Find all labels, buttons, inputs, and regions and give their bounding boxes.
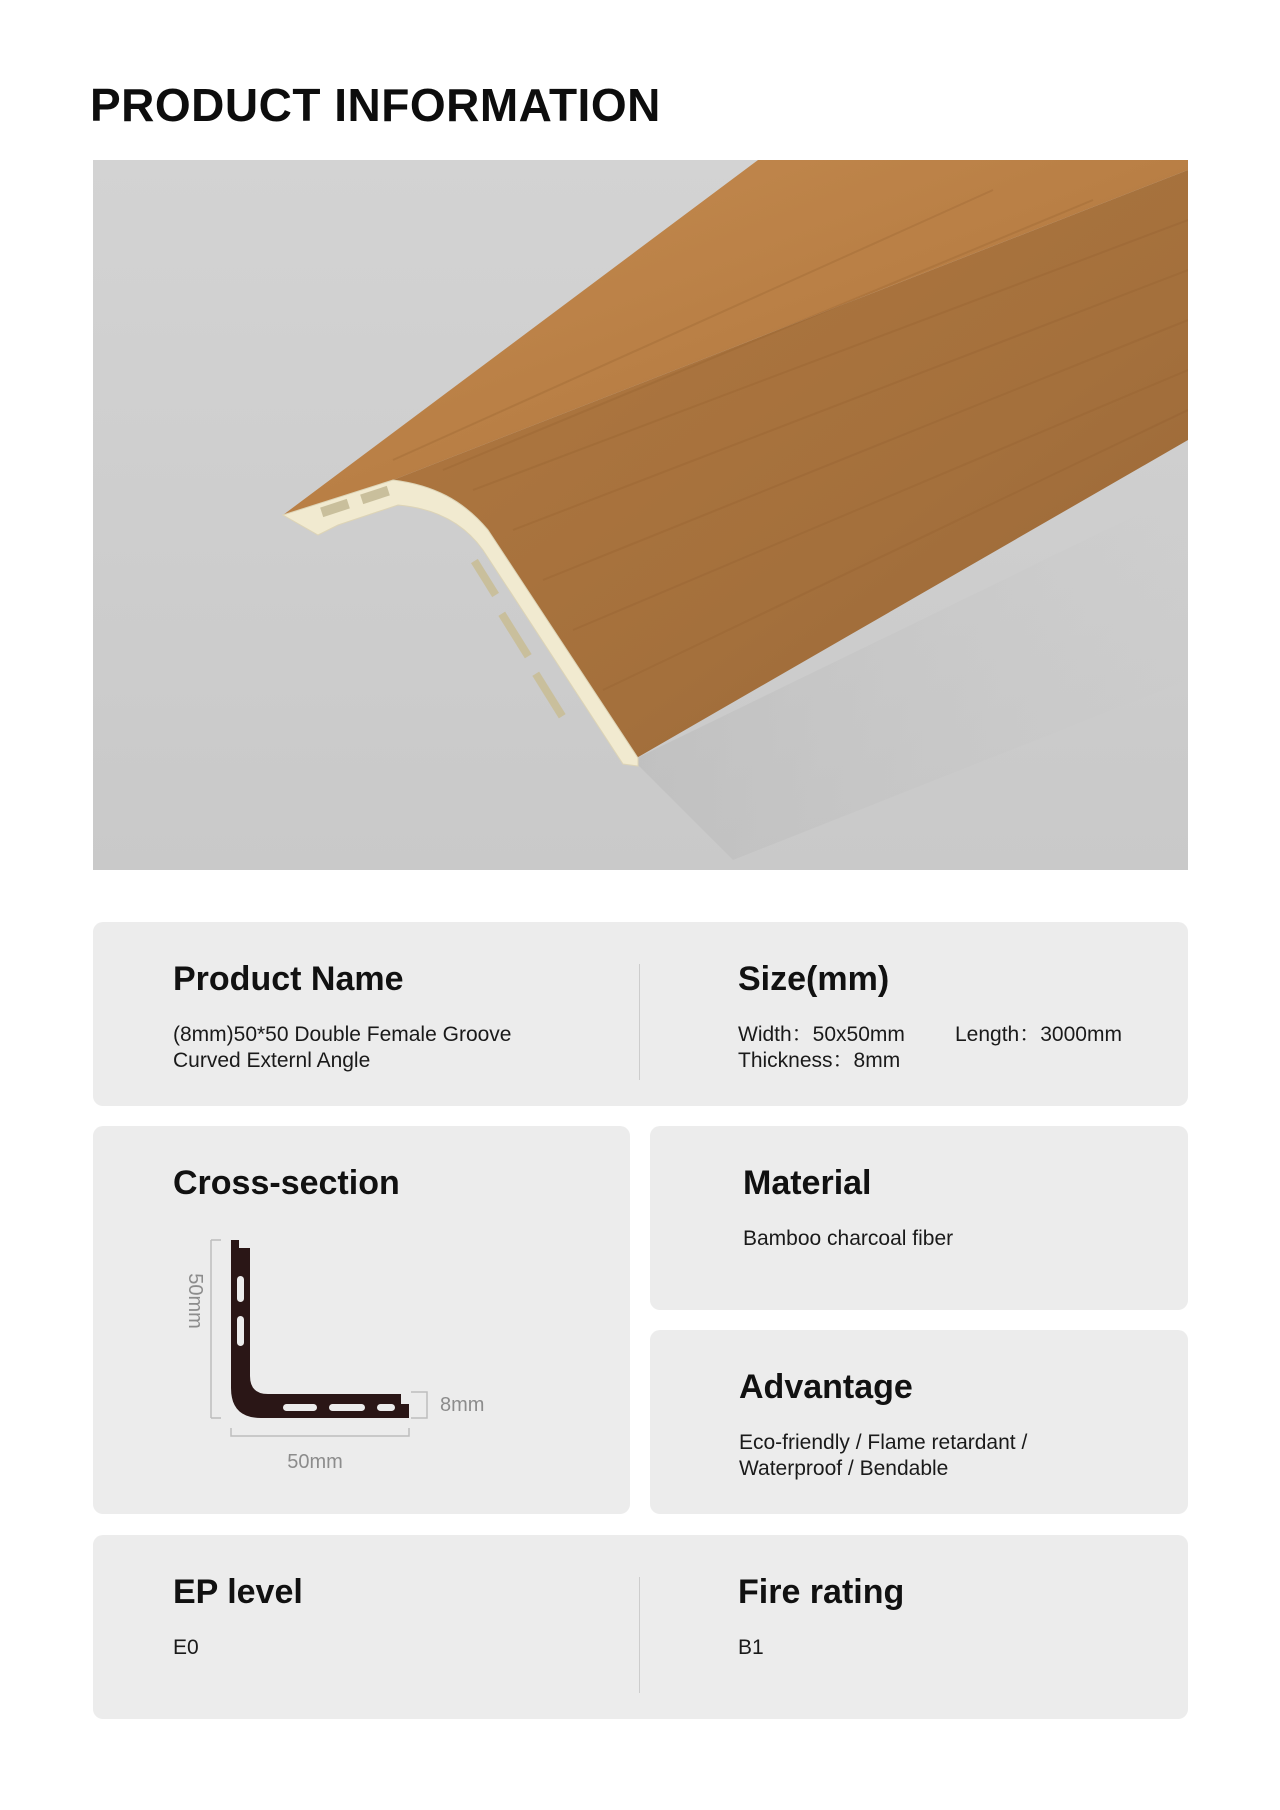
product-name-size-card — [93, 922, 1188, 1106]
card-divider — [639, 964, 640, 1080]
product-name-heading: Product Name — [173, 960, 404, 998]
card-divider — [639, 1577, 640, 1693]
width-dimension-label: 50mm — [287, 1451, 343, 1473]
advantage-heading: Advantage — [739, 1368, 913, 1406]
ep-level-heading: EP level — [173, 1573, 303, 1611]
advantage-line2: Waterproof / Bendable — [739, 1457, 949, 1480]
page-title: PRODUCT INFORMATION — [90, 79, 661, 131]
size-thickness: Thickness：8mm — [738, 1049, 901, 1072]
fire-rating-value: B1 — [738, 1636, 764, 1659]
material-card — [650, 1126, 1188, 1310]
advantage-card — [650, 1330, 1188, 1514]
material-value: Bamboo charcoal fiber — [743, 1227, 954, 1250]
size-heading: Size(mm) — [738, 960, 890, 998]
wood-angle-trim-illustration — [93, 160, 1188, 870]
ep-level-value: E0 — [173, 1636, 199, 1659]
cross-section-heading: Cross-section — [173, 1164, 400, 1202]
height-dimension-label: 50mm — [184, 1273, 206, 1329]
product-name-line2: Curved Externl Angle — [173, 1049, 371, 1072]
size-length: Length：3000mm — [955, 1023, 1122, 1046]
product-name-line1: (8mm)50*50 Double Female Groove — [173, 1023, 512, 1046]
product-image — [93, 160, 1188, 870]
fire-rating-heading: Fire rating — [738, 1573, 905, 1611]
material-heading: Material — [743, 1164, 872, 1202]
advantage-line1: Eco-friendly / Flame retardant / — [739, 1431, 1028, 1454]
ep-fire-card — [93, 1535, 1188, 1719]
size-width: Width：50x50mm — [738, 1023, 905, 1046]
cross-section-card — [93, 1126, 630, 1514]
cross-section-diagram — [93, 1126, 630, 1514]
thickness-dimension-label: 8mm — [440, 1394, 485, 1416]
